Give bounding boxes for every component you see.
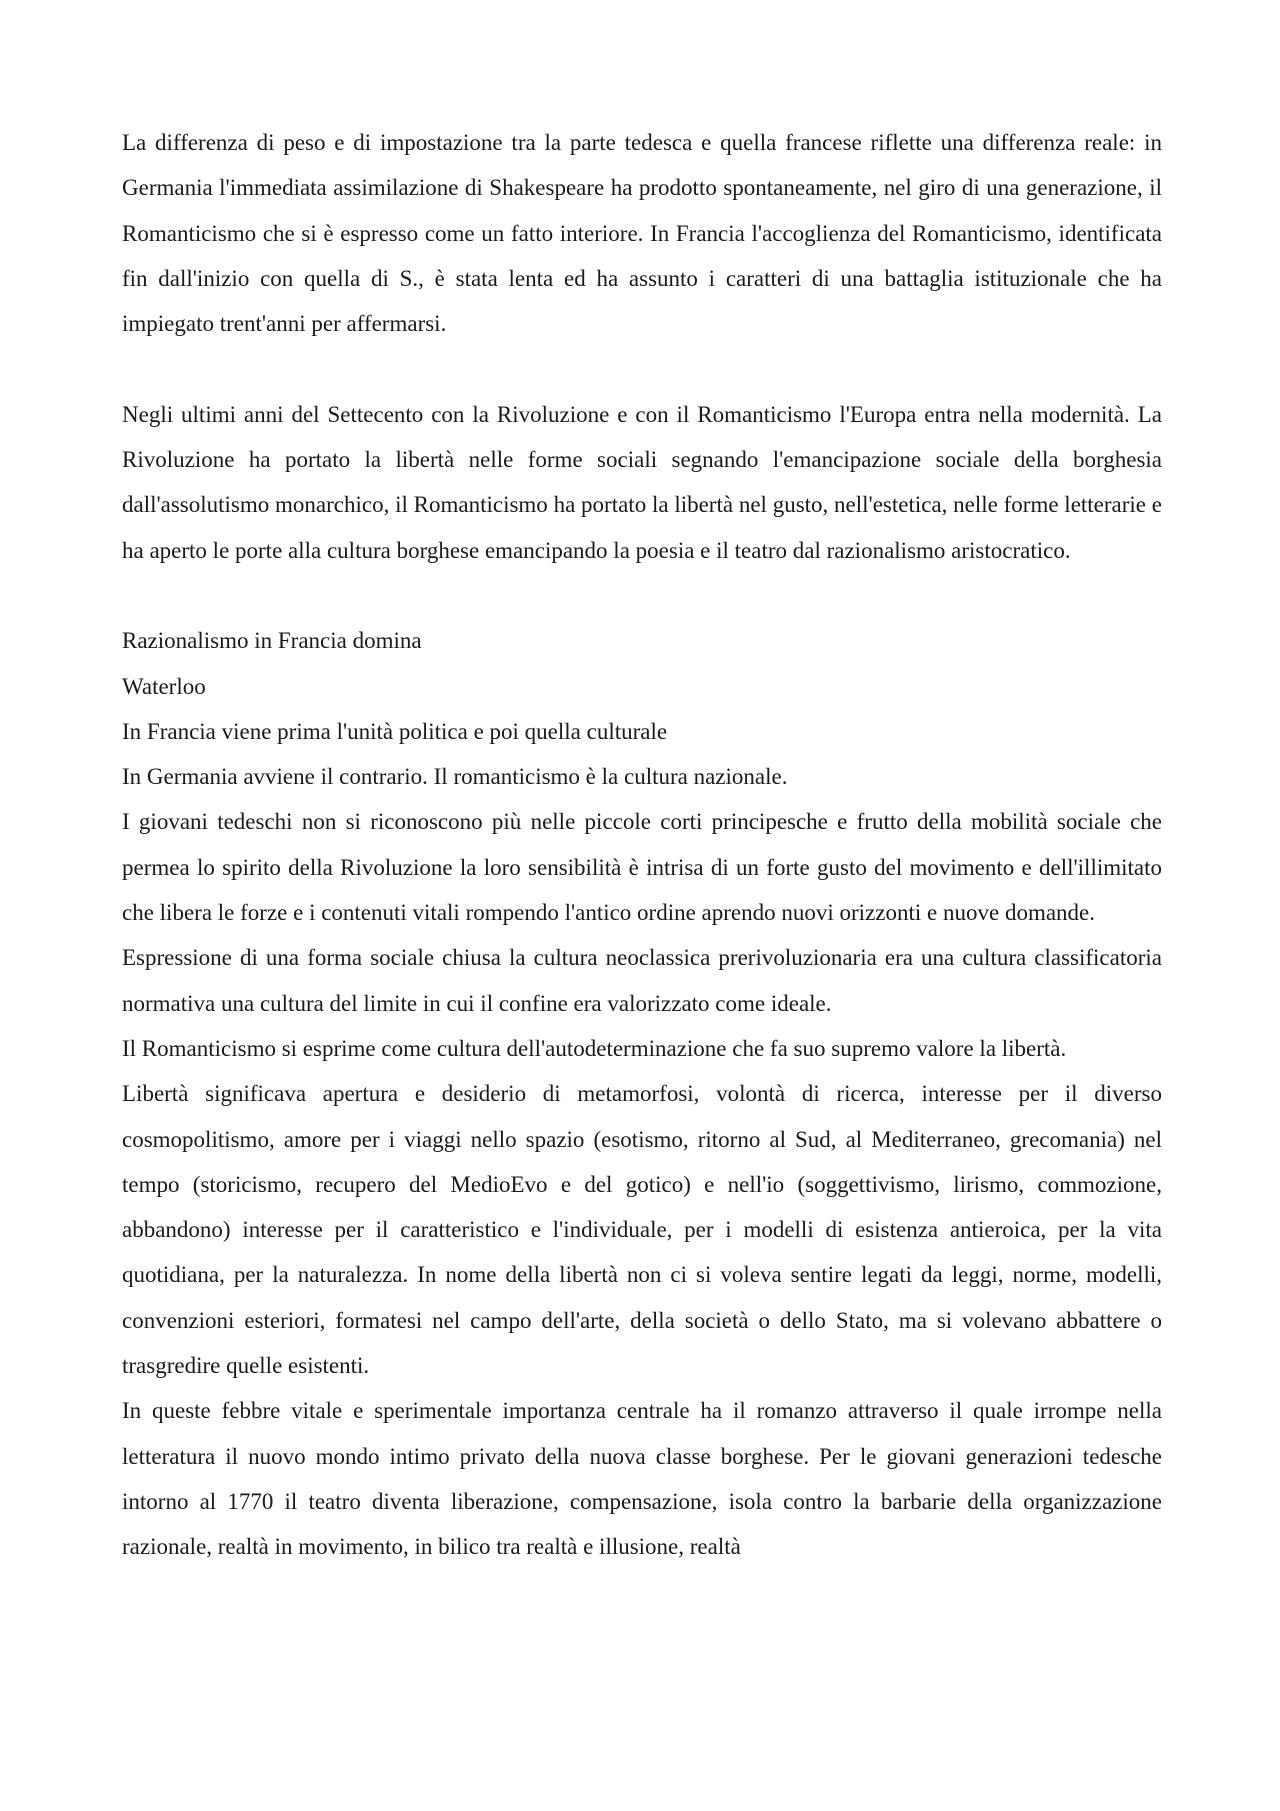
- paragraph-novel-theatre: In queste febbre vitale e sperimentale importanza centrale ha il romanzo attraverso il quale irrompe nella letteratura il nuovo mondo intimo privato della nuova classe borghese. Per le giovani generazioni tedesche intorno al 1770 il teatro diventa liberazione, compensazione, isola contro la barbarie della organizzazione razionale, realtà in movimento, in bilico tra realtà e illusione, realtà: [122, 1398, 1162, 1560]
- paragraph-romanticism-freedom: Il Romanticismo si esprime come cultura dell'autodeterminazione che fa suo supremo valore la libertà.: [122, 1035, 1067, 1061]
- note-line-germany-contrary: In Germania avviene il contrario. Il romanticismo è la cultura nazionale.: [122, 764, 788, 790]
- note-line-rationalism: Razionalismo in Francia domina: [122, 628, 422, 654]
- document-body: [122, 120, 1162, 1570]
- paragraph-revolution-modernity: Negli ultimi anni del Settecento con la Rivoluzione e con il Romanticismo l'Europa entra nella modernità. La Rivoluzione ha portato la libertà nelle forme sociali segnando l'emancipazione sociale della borghesia dall'assolutismo monarchico, il Romanticismo ha portato la libertà nel gusto, nell'estetica, nelle forme letterarie e ha aperto le porte alla cultura borghese emancipando la poesia e il teatro dal razionalismo aristocratico.: [122, 401, 1162, 563]
- paragraph-german-french-difference: La differenza di peso e di impostazione tra la parte tedesca e quella francese riflette una differenza reale: in Germania l'immediata assimilazione di Shakespeare ha prodotto spontaneamente, nel giro di una generazione, il Romanticismo che si è espresso come un fatto interiore. In Francia l'accoglienza del Romanticismo, identificata fin dall'inizio con quella di S., è stata lenta ed ha assunto i caratteri di una battaglia istituzionale che ha impiegato trent'anni per affermarsi.: [122, 130, 1162, 337]
- blank-line: [122, 573, 1162, 618]
- paragraph-young-germans: I giovani tedeschi non si riconoscono più nelle piccole corti principesche e frutto della mobilità sociale che permea lo spirito della Rivoluzione la loro sensibilità è intrisa di un forte gusto del movimento e dell'illimitato che libera le forze e i contenuti vitali rompendo l'antico ordine aprendo nuovi orizzonti e nuove domande.: [122, 809, 1162, 926]
- blank-line: [122, 346, 1162, 391]
- note-line-waterloo: Waterloo: [122, 673, 206, 699]
- paragraph-neoclassical-culture: Espressione di una forma sociale chiusa la cultura neoclassica prerivoluzionaria era una cultura classificatoria normativa una cultura del limite in cui il confine era valorizzato come ideale.: [122, 945, 1162, 1016]
- paragraph-freedom-meaning: Libertà significava apertura e desiderio di metamorfosi, volontà di ricerca, interesse per il diverso cosmopolitismo, amore per i viaggi nello spazio (esotismo, ritorno al Sud, al Mediterraneo, grecomania) nel tempo (storicismo, recupero del MedioEvo e del gotico) e nell'io (soggettivismo, lirismo, commozione, abbandono) interesse per il caratteristico e l'individuale, per i modelli di esistenza antieroica, per la vita quotidiana, per la naturalezza. In nome della libertà non ci si voleva sentire legati da leggi, norme, modelli, convenzioni esteriori, formatesi nel campo dell'arte, della società o dello Stato, ma si volevano abbattere o trasgredire quelle esistenti.: [122, 1081, 1162, 1379]
- note-line-france-unity: In Francia viene prima l'unità politica e poi quella culturale: [122, 718, 668, 744]
